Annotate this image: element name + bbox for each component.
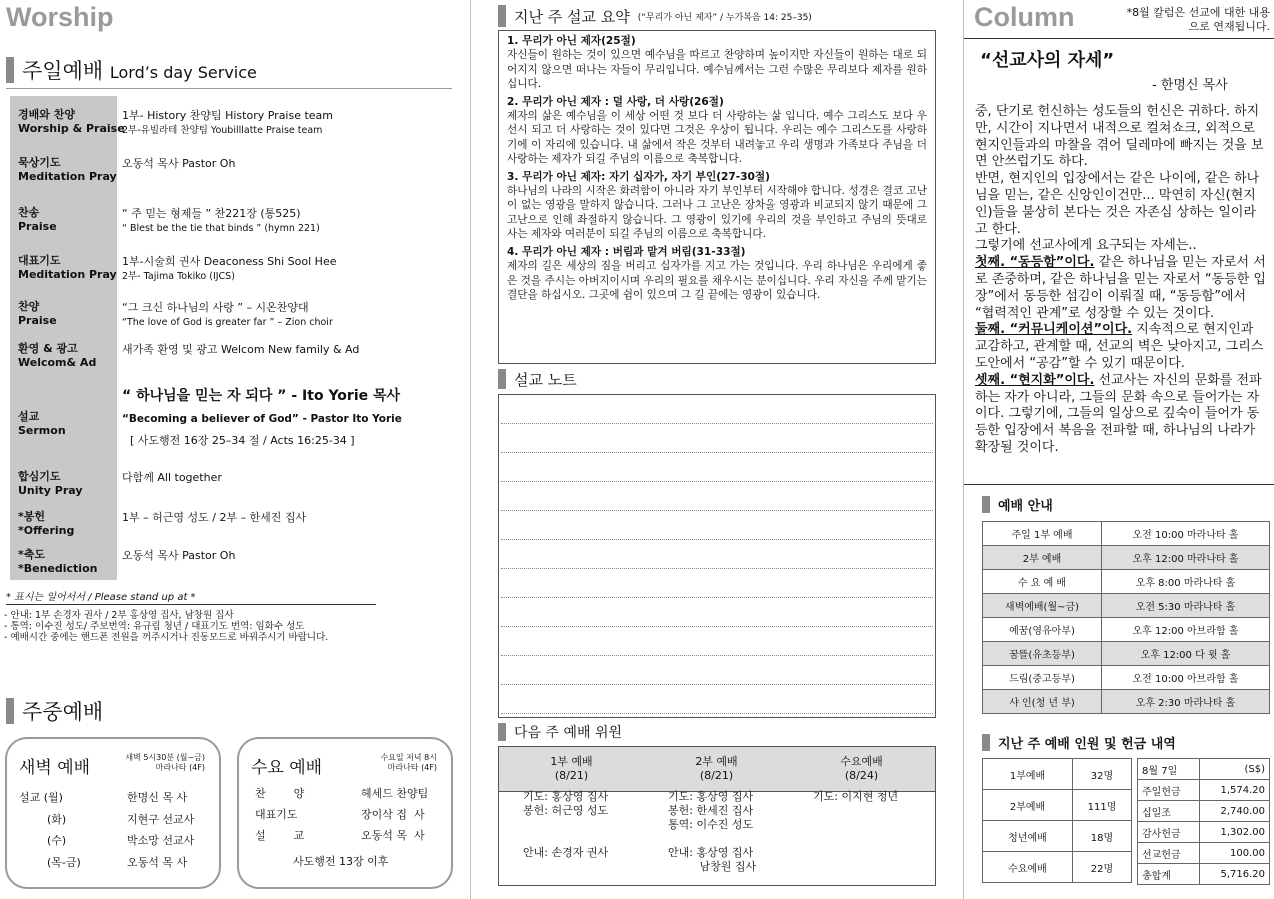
column-paragraph <box>975 238 1267 255</box>
service-item-label <box>18 470 83 498</box>
column-paragraph <box>975 255 1267 322</box>
column-divider <box>963 0 964 899</box>
standup-note: * 표시는 일어서서 / Please stand up at * <box>6 592 196 603</box>
dawn-service-box <box>5 737 221 889</box>
offering-row <box>1138 801 1270 822</box>
attendance-name: 청년예배 <box>983 821 1073 852</box>
dawn-row-person: 지현구 선교사 <box>127 812 195 826</box>
schedule-name: 주일 1부 예배 <box>983 522 1102 546</box>
offering-amount: 100.00 <box>1200 843 1270 864</box>
next-week-column <box>789 747 934 804</box>
service-item <box>10 202 450 248</box>
label-en: Welcom& Ad <box>18 356 97 369</box>
service-item-value <box>122 300 333 330</box>
next-week-title: 다음 주 예배 위원 <box>514 725 623 741</box>
attendance-table <box>982 758 1132 883</box>
schedule-row <box>983 666 1270 690</box>
service-item-label <box>18 206 57 234</box>
column-paragraph-lead: 첫째. “동등함”이다. <box>975 255 1095 271</box>
sermon-section-body: 하나님의 나라의 시작은 화려함이 아니라 자기 부인부터 시작해야 합니다. 성경은 결코 고난이 없는 영광을 말하지 않습니다. 그러나 그 고난은 장차올 영광과 비교되지 않기 때문에 그 고난으로 인해 좌절하지 않습니다. 그 영광이 있기에 우리의 것을 부인하고 주님의 뜻대로 사는 제자와 여러분이 되길 주님의 이름으로 축복합니다. <box>507 185 927 241</box>
column-paragraph <box>975 104 1267 171</box>
attendance-count: 32명 <box>1073 759 1132 790</box>
schedule-time: 오전 5:30 마라나타 홀 <box>1102 594 1270 618</box>
service-item-value <box>122 548 235 563</box>
note-line <box>501 684 933 685</box>
column-author: - 한명신 목사 <box>1152 78 1228 93</box>
label-en: Unity Pray <box>18 484 83 497</box>
offering-amount: 1,574.20 <box>1200 780 1270 801</box>
schedule-name: 샤 인(청 년 부) <box>983 690 1102 714</box>
sermon-section-body: 제자의 삶은 예수님을 이 세상 어떤 것 보다 더 사랑하는 삶 입니다. 예수 그리스도 보다 우선시 되고 더 사랑하는 것이 있다면 그것은 우상이 됩니다. 우리는 예수 그리스도를 사랑하기에 이 자리에 있습니다. 내 삶에서 작은 것부터 내려놓고 우리 생명과 가족보다 주님을 더 사랑하는 제자가 되길 주님의 이름으로 축복합니다. <box>507 110 927 166</box>
next-week-line <box>499 818 644 832</box>
note-line <box>501 655 933 656</box>
label-en: Meditation Pray <box>18 268 117 281</box>
sermon-section-heading: 2. 무리가 아닌 제자 : 덜 사랑, 더 사랑(26절) <box>507 95 724 108</box>
wednesday-text: 사도행전 13장 이후 <box>293 855 389 868</box>
divider <box>964 38 1274 39</box>
value-line: “ 주 믿는 형제들 ” 찬221장 (통525) <box>122 207 301 220</box>
wednesday-time: 수요일 저녁 8시 마라나타 (4F) <box>380 753 437 772</box>
offering-amount: 2,740.00 <box>1200 801 1270 822</box>
note-line <box>501 510 933 511</box>
attendance-count: 111명 <box>1073 790 1132 821</box>
sermon-section-heading: 1. 무리가 아닌 제자(25절) <box>507 35 636 47</box>
sermon-section-body: 제자의 길은 세상의 짐을 버리고 십자가를 지고 가는 것입니다. 우리 하나님은 우리에게 좋은 것을 주시는 아버지이시며 우리의 필요를 채우시는 분이십니다. 우리 자신을 주께 맡기는 결단을 하십시오. 그곳에 쉼이 있으며 그 길 끝에는 영광이 있습니다. <box>507 260 927 301</box>
wednesday-service-box <box>237 737 453 889</box>
notices <box>4 610 464 643</box>
sermon-summary-body <box>499 31 935 308</box>
dawn-row <box>19 832 209 854</box>
schedule-row <box>983 642 1270 666</box>
column-paragraph <box>975 322 1267 372</box>
label-ko: 찬송 <box>18 206 40 219</box>
next-week-col-date: (8/21) <box>699 769 734 782</box>
attendance-row <box>983 852 1132 883</box>
service-item-label <box>18 108 125 136</box>
dawn-row-person: 한명신 목 사 <box>127 791 188 804</box>
next-week-line: 기도: 이지현 청년 <box>813 790 899 803</box>
offering-row <box>1138 822 1270 843</box>
value-line: [ 사도행전 16장 25–34 절 / Acts 16:25-34 ] <box>130 434 355 447</box>
divider <box>6 88 452 89</box>
wednesday-row <box>255 827 441 848</box>
value-line: “ Blest be the tie that binds ” (hymn 221) <box>122 223 320 234</box>
offering-amount: 5,716.20 <box>1200 864 1270 885</box>
column-note: *8월 칼럼은 선교에 대한 내용으로 연재됩니다. <box>1126 6 1270 33</box>
service-item-value <box>122 470 222 485</box>
dawn-row <box>19 789 209 811</box>
label-ko: *축도 <box>18 548 46 561</box>
sermon-notes-heading <box>498 368 577 390</box>
service-item-value <box>122 384 402 452</box>
service-item-label <box>18 548 97 576</box>
dawn-row <box>19 811 209 833</box>
divider <box>964 484 1274 485</box>
attendance-title: 지난 주 예배 인원 및 헌금 내역 <box>998 736 1176 752</box>
schedule-row <box>983 570 1270 594</box>
service-item <box>10 544 450 580</box>
offering-row <box>1138 843 1270 864</box>
next-week-box <box>498 746 936 886</box>
dawn-row-person: 오동석 목 사 <box>127 855 188 869</box>
sermon-notes-title: 설교 노트 <box>514 370 577 389</box>
label-en: Worship & Praise <box>18 122 125 135</box>
sermon-summary-subtitle: (“무리가 아닌 제자” / 누가복음 14: 25–35) <box>637 12 812 23</box>
schedule-name: 꿈뜰(유초등부) <box>983 642 1102 666</box>
next-week-line: 봉헌: 한세진 집사 <box>668 804 754 817</box>
heading-bar <box>982 496 990 513</box>
attendance-row <box>983 759 1132 790</box>
schedule-name: 2부 예배 <box>983 546 1102 570</box>
value-line: “그 크신 하나님의 사랑 ” – 시온찬양대 <box>122 301 309 314</box>
attendance-name: 수요예배 <box>983 852 1073 883</box>
note-line <box>501 713 933 714</box>
sermon-summary-heading <box>498 4 812 28</box>
service-item <box>10 152 450 198</box>
column-paragraph-lead: 셋째. “현지화”이다. <box>975 372 1095 388</box>
schedule-row <box>983 618 1270 642</box>
column-paragraph-text: 같은 하나님을 믿는 자로서 서로 존중하며, 같은 하나님을 믿는 자로서 “동등한 입장”에서 동등한 섬김이 이뤄질 때, “동등함”에서 “협력적인 관계”로 성장할 수 있는 것이다. <box>975 255 1266 321</box>
offering-row <box>1138 780 1270 801</box>
offering-amount: 1,302.00 <box>1200 822 1270 843</box>
sermon-section <box>507 95 927 167</box>
value-line: “Becoming a believer of God” - Pastor Ito Yorie <box>122 413 402 425</box>
notice-item: - 안내: 1부 손경자 권사 / 2부 홍상영 집사, 남창원 집사 <box>4 610 234 621</box>
service-item-label <box>18 342 96 370</box>
column-paragraph <box>975 373 1267 457</box>
offering-date: 8월 7일 <box>1138 759 1200 780</box>
next-week-line: 봉헌: 허근영 성도 <box>523 804 609 817</box>
service-item-value <box>122 254 336 284</box>
column-title: Column <box>974 2 1075 32</box>
weekday-heading: 주중예배 <box>6 696 103 726</box>
wednesday-row-label: 찬 양 <box>255 787 305 800</box>
note-line <box>501 452 933 453</box>
column-paragraph-text: 반면, 현지인의 입장에서는 같은 나이에, 같은 하나님을 믿는, 같은 신앙인이건만... 막연히 자신(현지인)들을 불상히 본다는 것은 자존심 상하는 일이라고 한다. <box>975 171 1260 237</box>
next-week-line: 통역: 이수진 성도 <box>668 818 754 831</box>
column-paragraph-text: 중, 단기로 헌신하는 성도들의 헌신은 귀하다. 하지만, 시간이 지나면서 내적으로 컬쳐쇼크, 외적으로 현지인들과의 마찰을 겪어 딜레마에 빠지는 것을 보면 안쓰럽기도 하다. <box>975 104 1264 170</box>
schedule-row <box>983 594 1270 618</box>
sermon-notes-box <box>498 394 936 718</box>
value-line: “The love of God is greater far ” – Zion choir <box>122 317 333 328</box>
wednesday-schedule <box>255 785 441 848</box>
next-week-column <box>499 747 644 860</box>
note-line <box>501 539 933 540</box>
offering-name: 감사헌금 <box>1138 822 1200 843</box>
column-paragraph-lead: 둘째. “커뮤니케이션”이다. <box>975 322 1133 338</box>
divider <box>6 604 376 605</box>
next-week-line: 남창원 집사 <box>668 860 757 873</box>
lords-day-heading <box>6 55 257 85</box>
label-en: Sermon <box>18 424 66 437</box>
service-item-label <box>18 410 66 438</box>
column-paragraph-text: 그렇기에 선교사에게 요구되는 자세는.. <box>975 238 1197 254</box>
label-ko: 합심기도 <box>18 470 61 483</box>
offering-currency: (S$) <box>1200 759 1270 780</box>
schedule-name: 예꿈(영유아부) <box>983 618 1102 642</box>
column-headline: “선교사의 자세” <box>980 50 1115 71</box>
dawn-time: 새벽 5시30분 (월~금) 마라나타 (4F) <box>125 753 205 772</box>
sermon-section <box>507 245 927 303</box>
note-line <box>501 423 933 424</box>
service-item-value <box>122 342 359 357</box>
attendance-row <box>983 821 1132 852</box>
attendance-heading <box>982 732 1176 752</box>
label-ko: 환영 & 광고 <box>18 342 78 355</box>
attendance-name: 1부예배 <box>983 759 1073 790</box>
notice-item: - 예배시간 중에는 핸드폰 전원을 꺼주시거나 진동모드로 바꿔주시기 바랍니다. <box>4 632 329 643</box>
wednesday-title: 수요 예배 <box>251 758 323 778</box>
note-line <box>501 626 933 627</box>
worship-title: Worship <box>6 2 114 32</box>
offering-name: 주일헌금 <box>1138 780 1200 801</box>
schedule-row <box>983 522 1270 546</box>
next-week-line: 안내: 홍상영 집사 <box>668 846 754 859</box>
service-item <box>10 384 450 464</box>
value-line: 1부- History 찬양팀 History Praise team <box>122 109 334 122</box>
schedule-row <box>983 546 1270 570</box>
label-en: Praise <box>18 220 57 233</box>
next-week-col-head: 2부 예배 <box>695 755 738 768</box>
value-line: 1부 – 허근영 성도 / 2부 – 한세진 집사 <box>122 511 307 524</box>
schedule-time: 오전 10:00 마라나타 홀 <box>1102 522 1270 546</box>
value-line: 오동석 목사 Pastor Oh <box>122 157 236 170</box>
column-divider <box>470 0 471 899</box>
wednesday-row-person: 오동석 목 사 <box>361 829 425 842</box>
attendance-name: 2부예배 <box>983 790 1073 821</box>
next-week-heading <box>498 722 622 742</box>
next-week-line: 안내: 손경자 권사 <box>523 846 609 859</box>
offering-table <box>1137 758 1270 885</box>
service-item <box>10 338 450 382</box>
heading-bar <box>498 369 506 389</box>
service-item <box>10 506 450 542</box>
value-line: 오동석 목사 Pastor Oh <box>122 549 236 562</box>
next-week-col-date: (8/24) <box>844 769 879 782</box>
note-line <box>501 597 933 598</box>
dawn-row-label: (화) <box>47 812 67 826</box>
service-item-label <box>18 300 57 328</box>
schedule-name: 드림(중고등부) <box>983 666 1102 690</box>
sermon-summary-box <box>498 30 936 364</box>
next-week-col-head: 1부 예배 <box>550 755 593 768</box>
schedule-name: 새벽예배(월~금) <box>983 594 1102 618</box>
next-week-line: 기도: 홍상영 집사 <box>668 790 754 803</box>
label-ko: *봉헌 <box>18 510 46 523</box>
offering-name: 선교헌금 <box>1138 843 1200 864</box>
offering-name: 십일조 <box>1138 801 1200 822</box>
value-line: 1부-시술희 권사 Deaconess Shi Sool Hee <box>122 255 337 268</box>
next-week-col-date: (8/21) <box>554 769 589 782</box>
value-line: 2부- Tajima Tokiko (IJCS) <box>122 271 235 282</box>
label-en: Meditation Pray <box>18 170 117 183</box>
wednesday-row-label: 설 교 <box>255 829 305 842</box>
attendance-count: 22명 <box>1073 852 1132 883</box>
column-paragraph-text: 선교사는 자신의 문화를 전파하는 자가 아니라, 그들의 문화 속으로 들어가는 자이다. 그렇기에, 그들의 일상으로 깊숙이 들어가 동등한 입장에서 복음을 전파할 때, 하나님의 나라가 확장될 것이다. <box>975 372 1262 455</box>
label-ko: 설교 <box>18 410 40 423</box>
schedule-time: 오전 10:00 아브라함 홀 <box>1102 666 1270 690</box>
service-item-value <box>122 108 333 138</box>
offering-row <box>1138 864 1270 885</box>
column-paragraph-text: 지속적으로 현지인과 교감하고, 관계할 때, 선교의 벽은 낮아지고, 그리스도안에서 “공감”할 수 있기 때문이다. <box>975 322 1264 371</box>
label-ko: 묵상기도 <box>18 156 61 169</box>
heading-bar <box>498 5 506 27</box>
sermon-section-heading: 4. 무리가 아닌 제자 : 버림과 맡겨 버림(31-33절) <box>507 245 746 258</box>
dawn-row-label: 설교 (월) <box>19 791 63 804</box>
schedule-heading <box>982 494 1053 514</box>
heading-bar <box>982 734 990 751</box>
service-item <box>10 250 450 294</box>
label-ko: 찬양 <box>18 300 40 313</box>
next-week-col-head: 수요예배 <box>840 755 883 768</box>
label-ko: 대표기도 <box>18 254 61 267</box>
wednesday-row <box>255 806 441 827</box>
heading-bar <box>6 698 14 724</box>
heading-ko: 주일예배 <box>22 59 104 83</box>
service-item <box>10 466 450 504</box>
service-item-value <box>122 206 320 236</box>
notice-item: - 통역: 이수진 성도/ 주보번역: 유규림 청년 / 대표기도 번역: 임화수 성도 <box>4 621 305 632</box>
value-line: “ 하나님을 믿는 자 되다 ” - Ito Yorie 목사 <box>122 388 401 404</box>
schedule-time: 오후 12:00 마라나타 홀 <box>1102 546 1270 570</box>
heading-bar <box>498 723 506 741</box>
sermon-summary-title: 지난 주 설교 요약 <box>514 7 630 26</box>
note-line <box>501 481 933 482</box>
offering-name: 총합계 <box>1138 864 1200 885</box>
schedule-row <box>983 690 1270 714</box>
dawn-schedule <box>19 789 209 875</box>
schedule-time: 오후 12:00 다 윗 홀 <box>1102 642 1270 666</box>
service-item-label <box>18 156 117 184</box>
service-item <box>10 296 450 336</box>
next-week-line: 기도: 홍상영 집사 <box>523 790 609 803</box>
heading-bar <box>6 57 14 83</box>
attendance-row <box>983 790 1132 821</box>
offering-head-row <box>1138 759 1270 780</box>
label-en: Praise <box>18 314 57 327</box>
dawn-row-label: (수) <box>47 834 67 847</box>
label-ko: 경배와 찬양 <box>18 108 75 121</box>
next-week-line <box>644 832 789 846</box>
wednesday-row-label: 대표기도 <box>255 808 298 821</box>
sermon-section-heading: 3. 무리가 아닌 제자: 자기 십자가, 자기 부인(27-30절) <box>507 170 771 183</box>
attendance-count: 18명 <box>1073 821 1132 852</box>
schedule-table <box>982 521 1270 714</box>
sermon-section <box>507 170 927 242</box>
dawn-row-person: 박소망 선교사 <box>127 834 195 847</box>
next-week-column <box>644 747 789 874</box>
service-item-value <box>122 156 235 171</box>
note-line <box>501 568 933 569</box>
heading-en: Lord’s day Service <box>109 63 257 82</box>
schedule-time: 오후 12:00 아브라함 홀 <box>1102 618 1270 642</box>
column-paragraph <box>975 171 1267 238</box>
value-line: 2부-유빌라테 찬양팀 Youbilllatte Praise team <box>122 125 323 136</box>
column-body <box>975 104 1267 457</box>
service-item-label <box>18 510 74 538</box>
sermon-section-body: 자신들이 원하는 것이 있으면 예수님을 따르고 찬양하며 높이지만 자신들이 원하는 대로 되어지지 않으면 떠나는 자들이 무리입니다. 예수님께서는 그런 수많은 무리보다 제자를 원하십니다. <box>507 49 927 91</box>
schedule-time: 오후 8:00 마라나타 홀 <box>1102 570 1270 594</box>
schedule-title: 예배 안내 <box>998 498 1053 514</box>
schedule-time: 오후 2:30 마라나타 홀 <box>1102 690 1270 714</box>
value-line: 다함께 All together <box>122 471 222 484</box>
label-en: *Offering <box>18 524 75 537</box>
wednesday-row <box>255 785 441 806</box>
dawn-title: 새벽 예배 <box>19 758 91 778</box>
dawn-row <box>19 854 209 876</box>
value-line: 새가족 환영 및 광고 Welcom New family & Ad <box>122 343 360 356</box>
service-item <box>10 104 450 148</box>
label-en: *Benediction <box>18 562 98 575</box>
sermon-section <box>507 34 927 92</box>
wednesday-row-person: 장이삭 집 사 <box>361 808 425 821</box>
next-week-line <box>499 832 644 846</box>
wednesday-row-person: 헤세드 찬양팀 <box>361 787 429 800</box>
service-item-label <box>18 254 117 282</box>
dawn-row-label: (목-금) <box>47 855 81 869</box>
schedule-name: 수 요 예 배 <box>983 570 1102 594</box>
service-item-value <box>122 510 306 525</box>
